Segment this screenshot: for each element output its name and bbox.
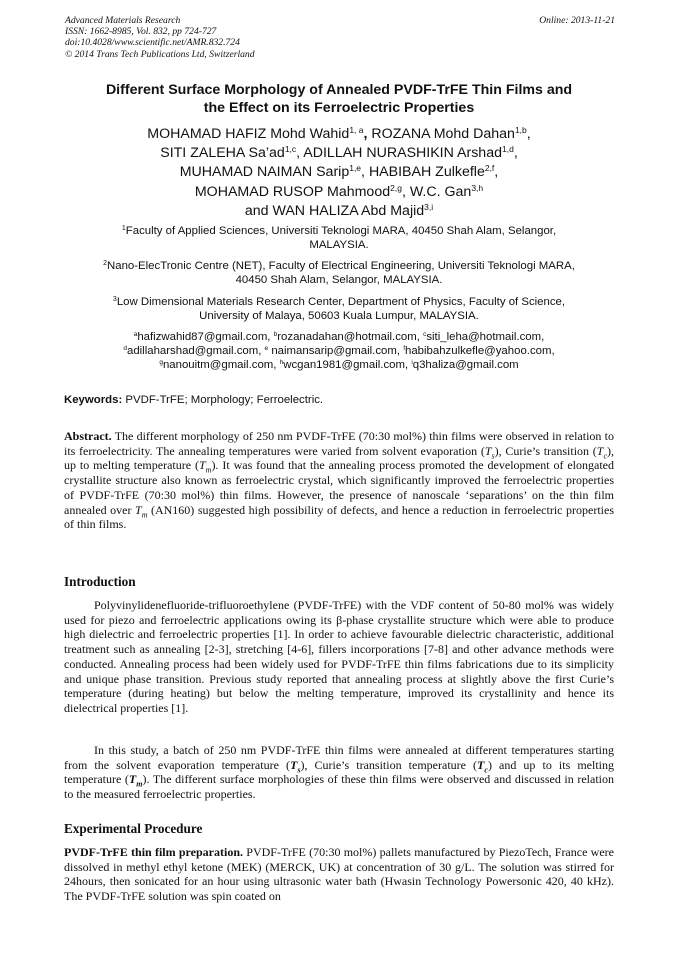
keywords bbox=[64, 394, 323, 406]
symbol-sub: m bbox=[136, 779, 143, 789]
affiliation-line: MALAYSIA. bbox=[309, 239, 369, 251]
author-name: W.C. Gan bbox=[409, 183, 472, 200]
title-line-1: Different Surface Morphology of Annealed PVDF-TrFE Thin Films and bbox=[105, 82, 573, 98]
affiliation-sup: 2 bbox=[103, 260, 108, 267]
abstract-label: Abstract. bbox=[64, 429, 112, 443]
affiliation-line: Low Dimensional Materials Research Center, Department of Physics, Faculty of Science, bbox=[116, 296, 566, 308]
author-line-4: MOHAMAD RUSOP Mahmood$^{2,g}$, W.C. Gan$^{3,h}$ bbox=[194, 182, 484, 200]
email-link[interactable]: rozanadahan@hotmail.com, bbox=[277, 331, 420, 343]
email-link[interactable]: hafizwahid87@gmail.com, bbox=[137, 331, 271, 343]
author-sup: 1,c bbox=[284, 144, 297, 155]
author-name: SITI ZALEHA Sa’ad bbox=[160, 145, 285, 162]
abstract-text: (AN160) suggested high possibility of defects, and hence a reduction in ferroelectric properties of thin films. bbox=[64, 502, 614, 532]
email-link[interactable]: naimansarip@gmail.com, bbox=[271, 345, 401, 357]
author-name: MOHAMAD RUSOP Mahmood bbox=[194, 183, 391, 200]
email-link[interactable]: wcgan1981@gmail.com, bbox=[283, 359, 409, 371]
affiliation-line: University of Malaya, 50603 Kuala Lumpur, MALAYSIA. bbox=[199, 310, 479, 322]
abstract-text: ). It was found that the annealing process promoted the development of elongated crystallite structure also known as ferroelectric crystal, which significantly improved the ferroelectric properties of PVDF-TrFE (70:30 mol%) thin films. However, the presence of nanoscale ‘separations’ on the thin film annealed over bbox=[64, 458, 614, 517]
abstract-text: ), up to melting temperature ( bbox=[64, 443, 614, 473]
paragraph-text: In this study, a batch of 250 nm PVDF-TrFE thin films were annealed at different temperatures starting from the solvent evaporation temperature ( bbox=[64, 743, 614, 772]
introduction-paragraph-1: Polyvinylidenefluoride-trifluoroethylene (PVDF-TrFE) with the VDF content of 50-80 mol% was widely used for piezo and ferroelectric applications owing its β-phase crystallite structure which were able to produce high dielectric and ferroelectric properties [1]. In order to achieve favourable dielectric characteristic, additional treatment such as annealing [2-3], stretching [4-6], fillers incorporations [7-8] and other advance methods were conducted. Annealing process had been widely used for PVDF-TrFE thin films fabrications due to its simplicity and unique phase transition. Previous study reported that annealing process at slightly above the first Curie’s temperature (during heating) but below the melting temperature, improved its crystallinity and hence its dielectrical properties [1]. bbox=[64, 598, 614, 715]
symbol-sub: c bbox=[484, 765, 488, 775]
symbol: T bbox=[477, 757, 485, 772]
affiliation-sup: 1 bbox=[121, 225, 126, 232]
experimental-paragraph-1 bbox=[64, 845, 614, 904]
email-link[interactable]: adillaharshad@gmail.com, bbox=[126, 345, 262, 357]
email-link[interactable]: q3haliza@gmail.com bbox=[412, 359, 519, 371]
affiliation-line: 40450 Shah Alam, Selangor, MALAYSIA. bbox=[235, 274, 443, 286]
issn: ISSN: 1662-8985, Vol. 832, pp 724-727 bbox=[65, 26, 217, 38]
symbol-sub: m bbox=[205, 465, 212, 475]
author-sup: 3,i bbox=[424, 201, 434, 212]
symbol: T bbox=[484, 443, 492, 458]
title-line-2: the Effect on its Ferroelectric Properties bbox=[203, 100, 475, 116]
keywords-label: Keywords: bbox=[64, 394, 123, 406]
email-line-2: $^d$adillaharshad@gmail.com, $^e$ naimansarip@gmail.com, $^f$habibahzulkefle@yahoo.com, bbox=[123, 345, 555, 357]
symbol: T bbox=[198, 458, 206, 473]
paragraph-text: ), Curie’s transition temperature ( bbox=[300, 757, 478, 772]
symbol: T bbox=[135, 502, 142, 517]
author-name: ROZANA Mohd Dahan bbox=[371, 126, 515, 142]
author-sup: 1,e bbox=[349, 163, 362, 174]
paragraph-text: PVDF-TrFE (70:30 mol%) pallets manufactured by PiezoTech, France were dissolved in methyl ethyl ketone (MEK) (MERCK, UK) at concentration of 30 g/L. The solution was stirred for 24hours, then sonicated for an hour using ultrasonic water bath (Hwasin Technology Powersonic 420, 40 kHz). The PVDF-TrFE solution was spin coated on bbox=[64, 845, 614, 904]
symbol: T bbox=[596, 443, 604, 458]
journal-name: Advanced Materials Research bbox=[65, 15, 181, 26]
online-date: Online: 2013-11-21 bbox=[539, 15, 615, 26]
email-line-3: $^g$nanouitm@gmail.com, $^h$wcgan1981@gmail.com, $^i$q3haliza@gmail.com bbox=[159, 359, 519, 371]
email-list bbox=[64, 330, 614, 372]
affiliation-sup: 3 bbox=[112, 296, 117, 303]
copyright: © 2014 Trans Tech Publications Ltd, Switzerland bbox=[65, 48, 255, 60]
author-sup: 1,b bbox=[514, 125, 527, 135]
symbol-sub: m bbox=[141, 509, 148, 519]
author-name: MUHAMAD NAIMAN Sarip bbox=[179, 164, 350, 181]
author-name: HABIBAH Zulkefle bbox=[368, 164, 485, 181]
paper-title bbox=[60, 81, 618, 117]
section-heading-introduction: Introduction bbox=[64, 574, 136, 589]
author-list bbox=[60, 125, 618, 221]
author-sup: 1,d bbox=[501, 144, 514, 155]
symbol: T bbox=[128, 772, 137, 787]
section-heading-experimental: Experimental Procedure bbox=[64, 821, 203, 836]
email-link[interactable]: nanouitm@gmail.com, bbox=[162, 359, 277, 371]
paragraph-text: ). The different surface morphologies of these thin films were observed and discussed in relation to the measured ferroelectric properties. bbox=[64, 772, 615, 802]
author-line-3: MUHAMAD NAIMAN Sarip$^{1,e}$, HABIBAH Zulkefle$^{2,f}$, bbox=[179, 163, 499, 181]
subsection-label: PVDF-TrFE thin film preparation. bbox=[64, 845, 243, 859]
author-line-1: MOHAMAD HAFIZ Mohd Wahid$^{1, a}$, ROZANA Mohd Dahan$^{1,b}$, bbox=[147, 125, 531, 142]
abstract bbox=[64, 429, 614, 532]
introduction-paragraph-2 bbox=[64, 743, 614, 802]
author-sup: 2,f bbox=[484, 163, 495, 174]
author-sup: 1, a bbox=[349, 125, 364, 135]
affiliation-line: Nano-ElecTronic Centre (NET), Faculty of Electrical Engineering, Universiti Teknologi MARA, bbox=[107, 260, 575, 272]
affiliation-line: Faculty of Applied Sciences, Universiti Teknologi MARA, 40450 Shah Alam, Selangor, bbox=[125, 225, 557, 237]
author-line-5 bbox=[60, 202, 618, 221]
paragraph-text: ) and up to its melting temperature ( bbox=[64, 757, 614, 787]
author-name: ADILLAH NURASHIKIN Arshad bbox=[303, 145, 502, 162]
symbol-sub: s bbox=[491, 451, 495, 461]
email-link[interactable]: habibahzulkefle@yahoo.com, bbox=[405, 345, 555, 357]
email-line-1: $^a$hafizwahid87@gmail.com, $^b$rozanadahan@hotmail.com, $^c$siti_leha@hotmail.com, bbox=[133, 331, 545, 343]
journal-header bbox=[65, 15, 255, 60]
symbol-sub: s bbox=[297, 765, 301, 775]
affiliation-1 bbox=[64, 224, 614, 252]
author-sup: 3,h bbox=[471, 182, 484, 193]
author-line-2: SITI ZALEHA Sa’ad$^{1,c}$, ADILLAH NURASHIKIN Arshad$^{1,d}$, bbox=[160, 144, 518, 162]
abstract-text: The different morphology of 250 nm PVDF-TrFE (70:30 mol%) thin films were observed in relation to its ferroelectricity. The annealing temperatures were varied from solvent evaporation ( bbox=[64, 429, 614, 458]
symbol-sub: c bbox=[603, 451, 607, 461]
author-sup: 2,g bbox=[390, 182, 402, 193]
affiliation-3 bbox=[64, 295, 614, 323]
author-conjunction: and bbox=[244, 202, 269, 219]
author-name: MOHAMAD HAFIZ Mohd Wahid bbox=[147, 126, 350, 142]
email-link[interactable]: siti_leha@hotmail.com, bbox=[426, 331, 545, 343]
keywords-text: PVDF-TrFE; Morphology; Ferroelectric. bbox=[125, 394, 324, 406]
author-name: WAN HALIZA Abd Majid bbox=[272, 202, 425, 219]
abstract-text: ), Curie’s transition ( bbox=[494, 443, 597, 458]
doi: doi:10.4028/www.scientific.net/AMR.832.724 bbox=[65, 37, 240, 49]
symbol: T bbox=[289, 757, 298, 772]
affiliation-2 bbox=[64, 259, 614, 287]
